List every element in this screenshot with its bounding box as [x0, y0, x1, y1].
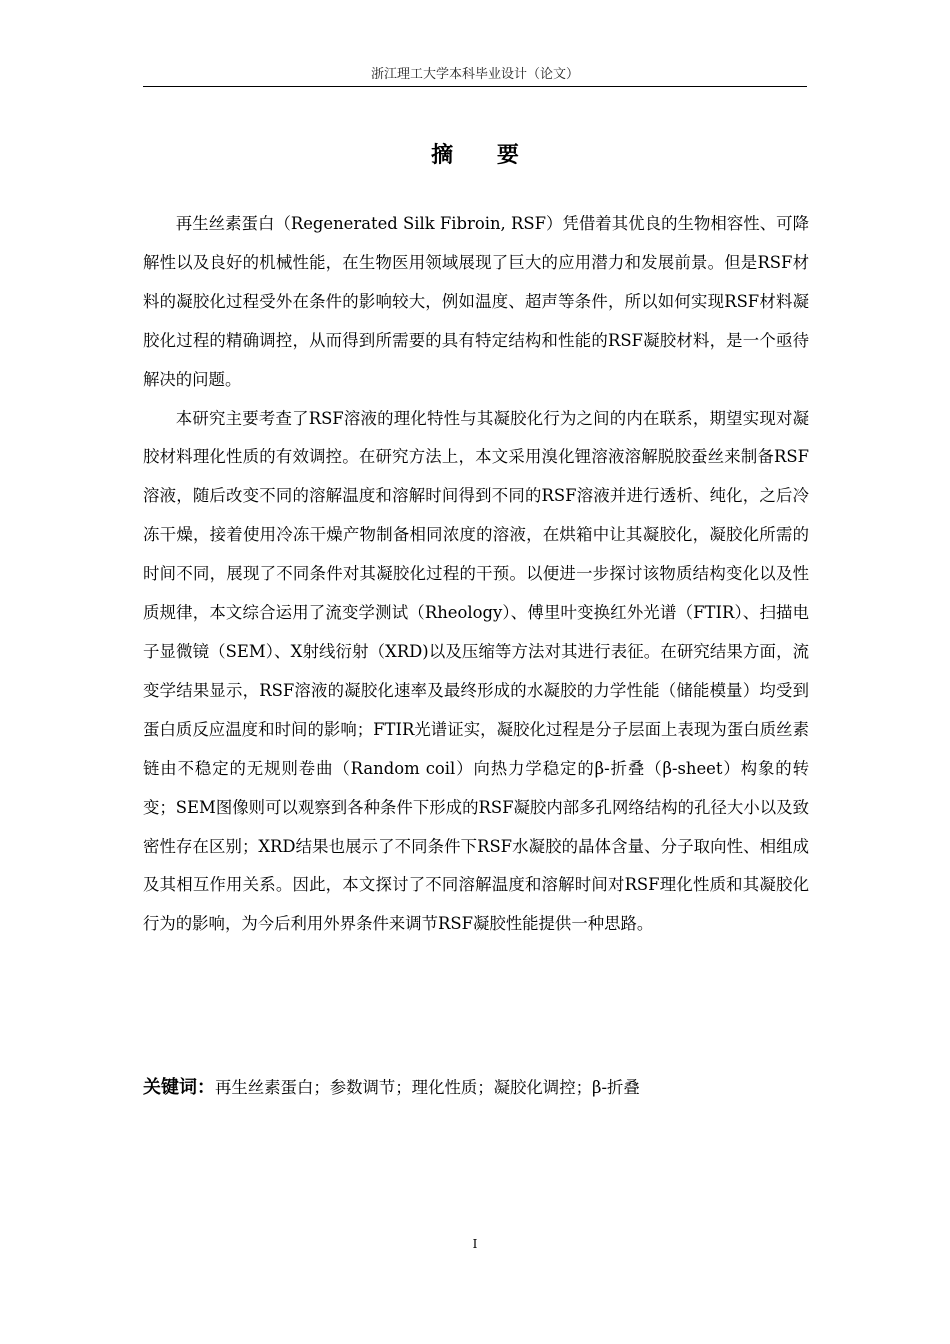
header-rule — [143, 86, 807, 87]
abstract-body — [143, 205, 809, 944]
abstract-title: 摘 要 — [431, 143, 537, 168]
abstract-paragraph: 本研究主要考查了RSF溶液的理化特性与其凝胶化行为之间的内在联系，期望实现对凝胶材料理化性质的有效调控。在研究方法上，本文采用溴化锂溶液溶解脱胶蚕丝来制备RSF溶液，随后改变不同的溶解温度和溶解时间得到不同的RSF溶液并进行透析、纯化，之后冷冻干燥，接着使用冷冻干燥产物制备相同浓度的溶液，在烘箱中让其凝胶化，凝胶化所需的时间不同，展现了不同条件对其凝胶化过程的干预。以便进一步探讨该物质结构变化以及性质规律，本文综合运用了流变学测试（Rheology）、傅里叶变换红外光谱（FTIR）、扫描电子显微镜（SEM）、X射线衍射（XRD)以及压缩等方法对其进行表征。在研究结果方面，流变学结果显示，RSF溶液的凝胶化速率及最终形成的水凝胶的力学性能（储能模量）均受到蛋白质反应温度和时间的影响；FTIR光谱证实，凝胶化过程是分子层面上表现为蛋白质丝素链由不稳定的无规则卷曲（Random coil）向热力学稳定的β-折叠（β-sheet）构象的转变；SEM图像则可以观察到各种条件下形成的RSF凝胶内部多孔网络结构的孔径大小以及致密性存在区别；XRD结果也展示了不同条件下RSF水凝胶的晶体含量、分子取向性、相组成及其相互作用关系。因此，本文探讨了不同溶解温度和溶解时间对RSF理化性质和其凝胶化行为的影响，为今后利用外界条件来调节RSF凝胶性能提供一种思路。 — [143, 408, 809, 934]
keywords-line — [143, 1072, 807, 1104]
keywords-label: 关键词： — [143, 1077, 215, 1098]
keywords-text: 再生丝素蛋白；参数调节；理化性质；凝胶化调控；β-折叠 — [215, 1078, 640, 1097]
page-number: I — [472, 1237, 478, 1251]
running-header: 浙江理工大学本科毕业设计（论文） — [370, 67, 579, 82]
abstract-paragraph: 再生丝素蛋白（Regenerated Silk Fibroin, RSF）凭借着其优良的生物相容性、可降解性以及良好的机械性能，在生物医用领域展现了巨大的应用潜力和发展前景。但是RSF材料的凝胶化过程受外在条件的影响较大，例如温度、超声等条件，所以如何实现RSF材料凝胶化过程的精确调控，从而得到所需要的具有特定结构和性能的RSF凝胶材料，是一个亟待解决的问题。 — [143, 214, 809, 389]
